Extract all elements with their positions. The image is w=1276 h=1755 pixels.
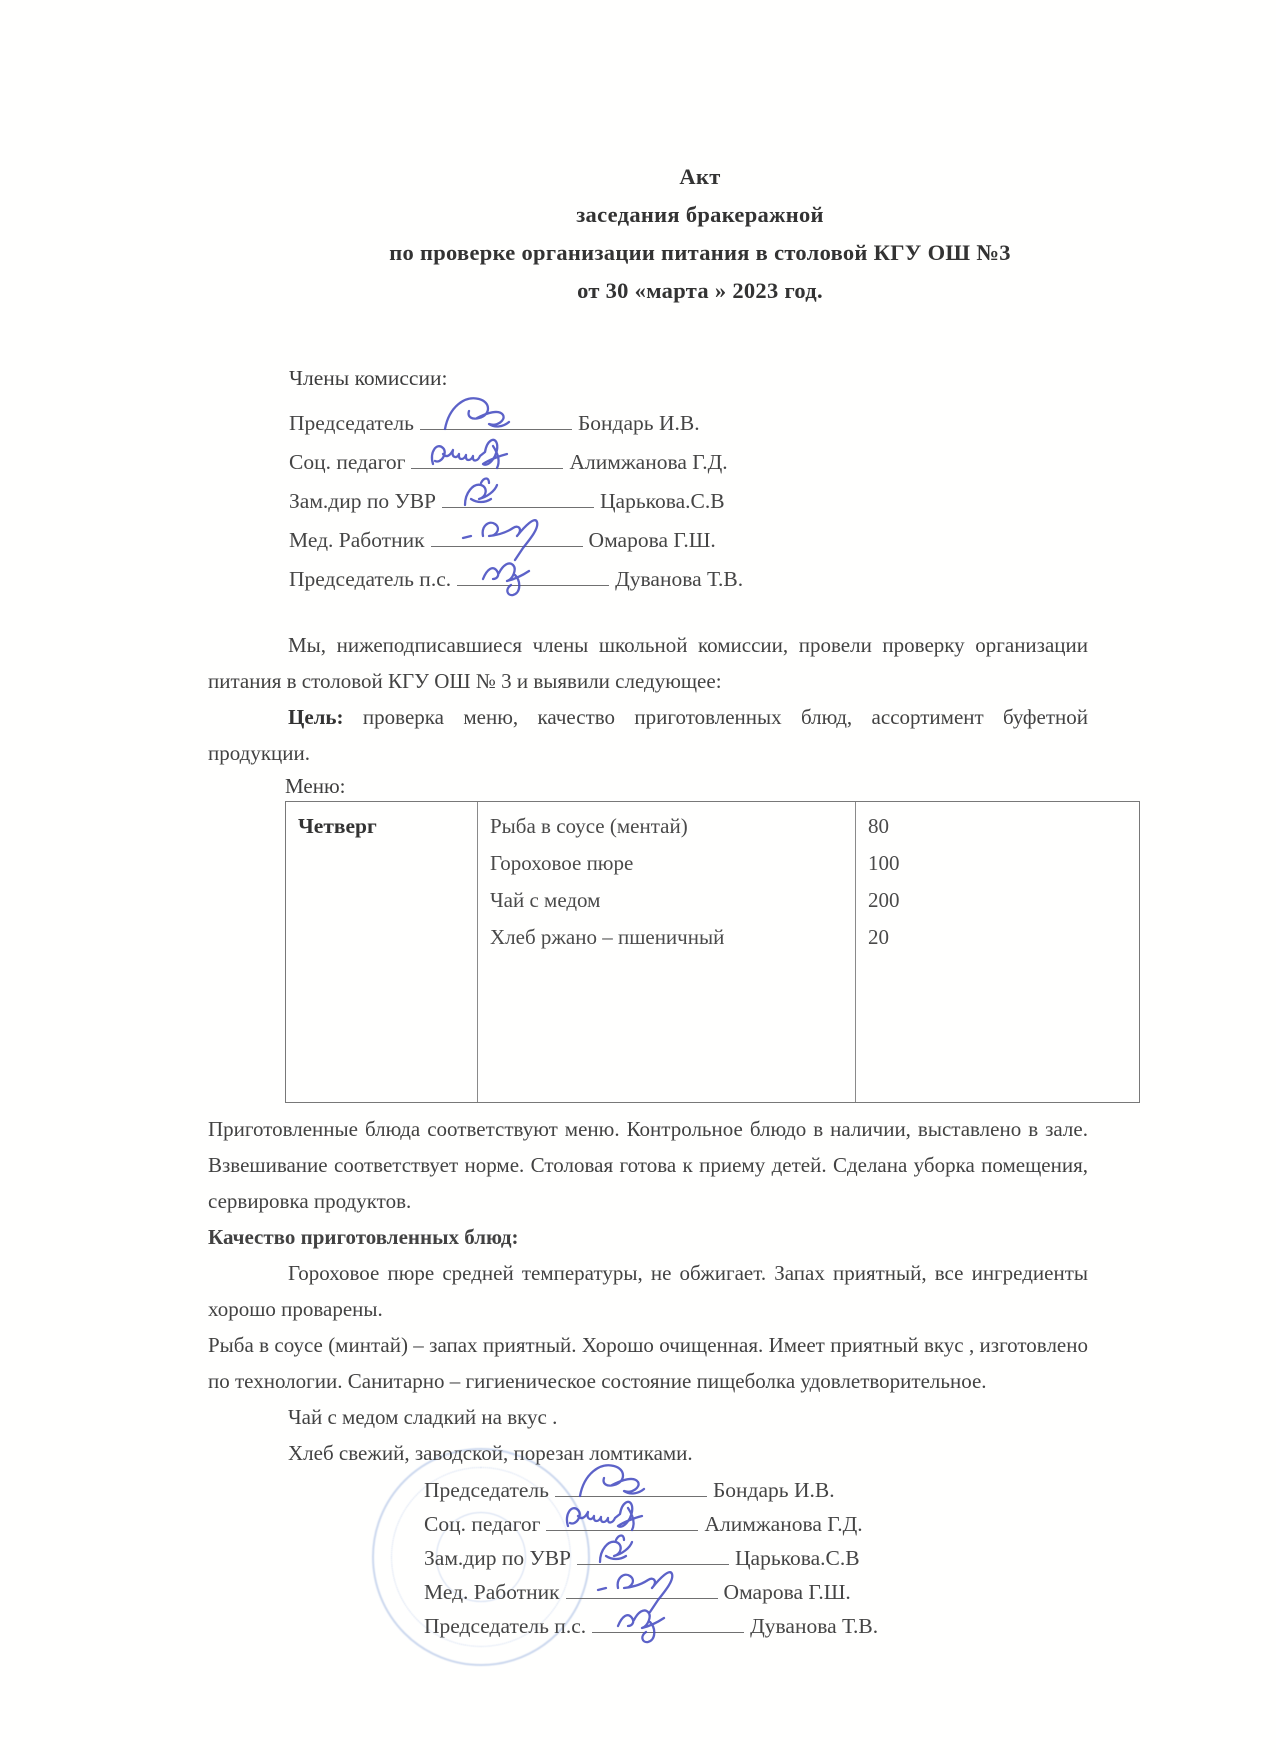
commission-heading: Члены комиссии:	[289, 366, 448, 390]
dish-qty: 100	[868, 851, 900, 875]
signature-row	[289, 523, 1088, 562]
title-line-2: заседания бракеражной	[576, 202, 824, 227]
document-title	[260, 158, 1140, 310]
signature-line	[577, 1548, 729, 1565]
signer-role: Мед. Работник	[289, 528, 425, 552]
goal-label: Цель:	[288, 705, 344, 729]
signer-name: Дуванова Т.В.	[615, 567, 744, 591]
quality-paragraph-bread: Хлеб свежий, заводской, порезан ломтиками.	[288, 1441, 693, 1465]
signer-role: Председатель п.с.	[424, 1614, 587, 1638]
signature-row	[424, 1473, 1088, 1507]
quality-heading: Качество приготовленных блюд:	[208, 1225, 519, 1249]
signer-name: Бондарь И.В.	[577, 411, 700, 435]
signer-name: Царькова.С.В	[600, 489, 725, 513]
signature-row	[424, 1609, 1088, 1643]
signature-row	[289, 484, 1088, 523]
goal-text: проверка меню, качество приготовленных блюд, ассортимент буфетной продукции.	[208, 705, 1088, 765]
signer-role: Председатель	[289, 411, 414, 435]
signature-line	[420, 413, 572, 430]
commission-block-top	[289, 406, 1088, 601]
signer-role: Председатель п.с.	[289, 567, 452, 591]
title-line-3: по проверке организации питания в столовой КГУ ОШ №3	[389, 240, 1011, 265]
signature-line	[566, 1582, 718, 1599]
signature-row	[289, 445, 1088, 484]
dish-name: Рыба в соусе (ментай)	[490, 814, 688, 838]
signer-name: Царькова.С.В	[735, 1546, 860, 1570]
signer-role: Соц. педагог	[424, 1512, 541, 1536]
signature-line	[592, 1616, 744, 1633]
signature-line	[411, 452, 563, 469]
signer-role: Мед. Работник	[424, 1580, 560, 1604]
signer-name: Омарова Г.Ш.	[723, 1580, 851, 1604]
signer-role: Соц. педагог	[289, 450, 406, 474]
title-line-4: от 30 «марта » 2023 год.	[577, 278, 823, 303]
signature-row	[424, 1507, 1088, 1541]
title-line-1: Акт	[679, 164, 721, 189]
menu-label: Меню:	[285, 774, 346, 798]
document-content	[208, 0, 1088, 1643]
signature-row	[424, 1575, 1088, 1609]
conclusion-paragraph: Приготовленные блюда соответствуют меню. Контрольное блюдо в наличии, выставлено в зале. Взвешивание соответствует норме. Столовая готова к приему детей. Сделана уборка помещения, сервировка продуктов.	[208, 1117, 1088, 1213]
signature-line	[555, 1480, 707, 1497]
intro-paragraph: Мы, нижеподписавшиеся члены школьной комиссии, провели проверку организации питания в столовой КГУ ОШ № 3 и выявили следующее:	[208, 633, 1088, 693]
signer-role: Зам.дир по УВР	[424, 1546, 572, 1570]
signer-name: Омарова Г.Ш.	[588, 528, 716, 552]
signature-line	[457, 569, 609, 586]
signature-line	[546, 1514, 698, 1531]
quality-paragraph-tea: Чай с медом сладкий на вкус .	[288, 1405, 558, 1429]
signer-name: Дуванова Т.В.	[750, 1614, 879, 1638]
signer-name: Алимжанова Г.Д.	[569, 450, 728, 474]
signature-line	[431, 530, 583, 547]
menu-day-cell: Четверг	[286, 802, 478, 1102]
dish-qty: 200	[868, 888, 900, 912]
goal-paragraph	[208, 699, 1088, 771]
dish-name: Чай с медом	[490, 888, 601, 912]
menu-table	[285, 801, 1140, 1103]
signer-role: Зам.дир по УВР	[289, 489, 437, 513]
quality-paragraph-peas: Гороховое пюре средней температуры, не обжигает. Запах приятный, все ингредиенты хорошо проварены.	[208, 1261, 1088, 1321]
signature-row	[424, 1541, 1088, 1575]
commission-block-bottom	[424, 1473, 1088, 1643]
dish-name: Гороховое пюре	[490, 851, 634, 875]
menu-dishes-column	[478, 802, 856, 1102]
dish-qty: 80	[868, 814, 889, 838]
dish-qty: 20	[868, 925, 889, 949]
signature-row	[289, 562, 1088, 601]
signature-row	[289, 406, 1088, 445]
quality-paragraph-fish: Рыба в соусе (минтай) – запах приятный. Хорошо очищенная. Имеет приятный вкус , изготовлено по технологии. Санитарно – гигиеническое состояние пищеболка удовлетворительное.	[208, 1333, 1088, 1393]
dish-name: Хлеб ржано – пшеничный	[490, 925, 725, 949]
signer-name: Бондарь И.В.	[712, 1478, 835, 1502]
signature-line	[442, 491, 594, 508]
signer-name: Алимжанова Г.Д.	[704, 1512, 863, 1536]
signer-role: Председатель	[424, 1478, 549, 1502]
menu-qty-column	[856, 802, 1139, 1102]
